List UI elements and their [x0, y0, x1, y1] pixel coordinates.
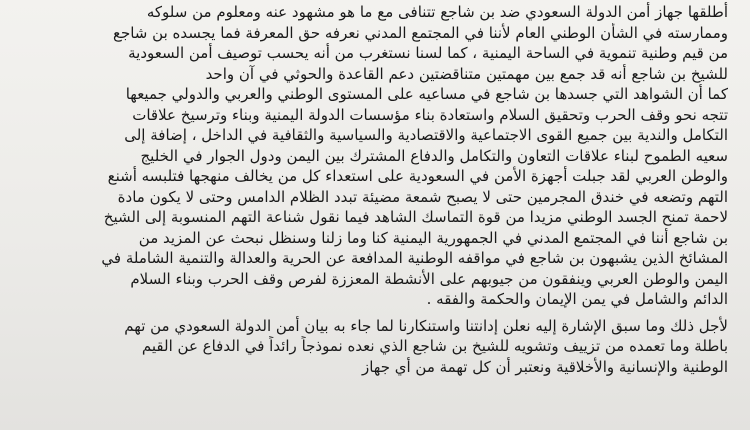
paragraph-2: [26, 84, 728, 310]
text-line: وممارسته في الشأن الوطني العام لأننا في المجتمع المدني نعرفه حق المعرفة فما يجسده بن شاجع: [112, 23, 728, 42]
text-line: بن شاجع أننا في المجتمع المدني في الجمهورية اليمنية كنا وما زلنا وسنظل نبحث عن المزيد من: [138, 228, 728, 247]
text-line: التكامل والندية بين جميع القوى الاجتماعية والاقتصادية والسياسية والثقافية في الداخل ، إضافة إلى: [124, 126, 728, 144]
text-line: التهم وتضعه في خندق المجرمين حتى لا يصبح شمعة مضيئة تبدد الظلام الدامس وحتى لا يكون مادة: [117, 187, 728, 206]
text-line: سعيه الطموح لبناء علاقات التعاون والتكامل والدفاع المشترك بين اليمن ودول الجوار في الخليج: [140, 146, 728, 165]
text-line: كما أن الشواهد التي جسدها بن شاجع في مساعيه على المستوى الوطني والعربي والدولي جميعها: [125, 85, 728, 103]
text-line: للشيخ بن شاجع أنه قد جمع بين مهمتين متناقضتين دعم القاعدة والحوثي في آن واحد: [205, 64, 728, 83]
paragraph-1: [26, 2, 728, 84]
text-line: الدائم والشامل في يمن الإيمان والحكمة والفقه .: [426, 290, 728, 308]
text-line: تتجه نحو وقف الحرب وتحقيق السلام واستعادة بناء مؤسسات الدولة اليمنية وبناء وترسيخ علاقات: [132, 105, 728, 124]
text-line: والوطن العربي لقد جبلت أجهزة الأمن في السعودية على استعداء كل من يخالف منهجها فتلبسه أشنع: [107, 167, 728, 185]
text-line: الوطنية والإنسانية والأخلاقية ونعتبر أن كل تهمة من أي جهاز: [361, 357, 728, 376]
text-line: لاحمة تمنح الجسد الوطني مزيدا من قوة التماسك الشاهد فيما نقول شناعة التهم المنسوبة إلى الشيخ: [103, 208, 728, 226]
text-line: اليمن والوطن العربي وينفقون من جيوبهم على الأنشطة المعززة لفرص وقف الحرب وبناء السلام: [130, 269, 728, 288]
text-line: من قيم وطنية تنموية في الساحة اليمنية ، كما لسنا نستغرب من أنه يحسب توصيف أمن السعودية: [128, 44, 728, 62]
text-line: باطلة وما تعمده من تزييف وتشويه للشيخ بن شاجع الذي نعده نموذجاً رائداً في الدفاع عن القيم: [141, 337, 728, 355]
paragraph-3: [26, 316, 728, 378]
text-line: لأجل ذلك وما سبق الإشارة إليه نعلن إدانتنا واستنكارنا لما جاء به بيان أمن الدولة السعودي من تهم: [124, 316, 728, 335]
text-line: أطلقها جهاز أمن الدولة السعودي ضد بن شاجع تتنافى مع ما هو مشهود عنه ومعلوم من سلوكه: [146, 3, 728, 21]
text-line: المشائخ الذين يشبهون بن شاجع في مواقفه الوطنية المدافعة عن الحرية والعدالة والتنمية الشاملة في: [101, 249, 728, 267]
